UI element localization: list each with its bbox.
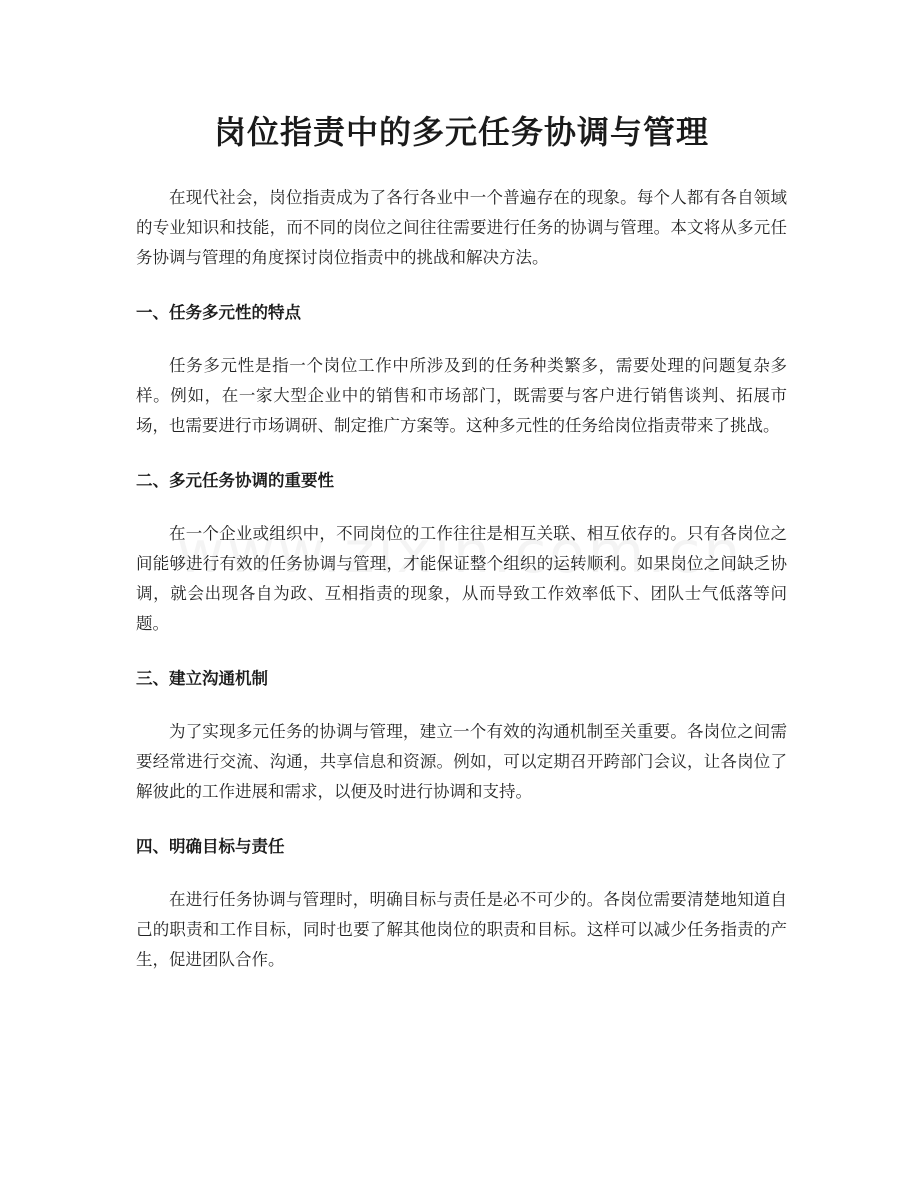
section-body-1: 任务多元性是指一个岗位工作中所涉及到的任务种类繁多，需要处理的问题复杂多样。例如，在一家大型企业中的销售和市场部门，既需要与客户进行销售谈判、拓展市场，也需要进行市场调研、制定推广方案等。这种多元性的任务给岗位指责带来了挑战。: [136, 356, 787, 435]
intro-paragraph: 在现代社会，岗位指责成为了各行各业中一个普遍存在的现象。每个人都有各自领域的专业知识和技能，而不同的岗位之间往往需要进行任务的协调与管理。本文将从多元任务协调与管理的角度探讨岗位指责中的挑战和解决方法。: [136, 188, 787, 267]
section-body-2: 在一个企业或组织中，不同岗位的工作往往是相互关联、相互依存的。只有各岗位之间能够进行有效的任务协调与管理，才能保证整个组织的运转顺利。如果岗位之间缺乏协调，就会出现各自为政、互相指责的现象，从而导致工作效率低下、团队士气低落等问题。: [136, 524, 787, 633]
section-body-3: 为了实现多元任务的协调与管理，建立一个有效的沟通机制至关重要。各岗位之间需要经常进行交流、沟通，共享信息和资源。例如，可以定期召开跨部门会议，让各岗位了解彼此的工作进展和需求，以便及时进行协调和支持。: [136, 722, 787, 801]
section-heading-4: 四、明确目标与责任: [136, 837, 285, 856]
section-heading-1: 一、任务多元性的特点: [136, 303, 301, 322]
document-title: 岗位指责中的多元任务协调与管理: [213, 113, 709, 151]
section-heading-2: 二、多元任务协调的重要性: [136, 471, 334, 490]
section-body-4: 在进行任务协调与管理时，明确目标与责任是必不可少的。各岗位需要清楚地知道自己的职责和工作目标，同时也要了解其他岗位的职责和目标。这样可以减少任务指责的产生，促进团队合作。: [136, 890, 787, 969]
section-heading-3: 三、建立沟通机制: [136, 669, 268, 688]
